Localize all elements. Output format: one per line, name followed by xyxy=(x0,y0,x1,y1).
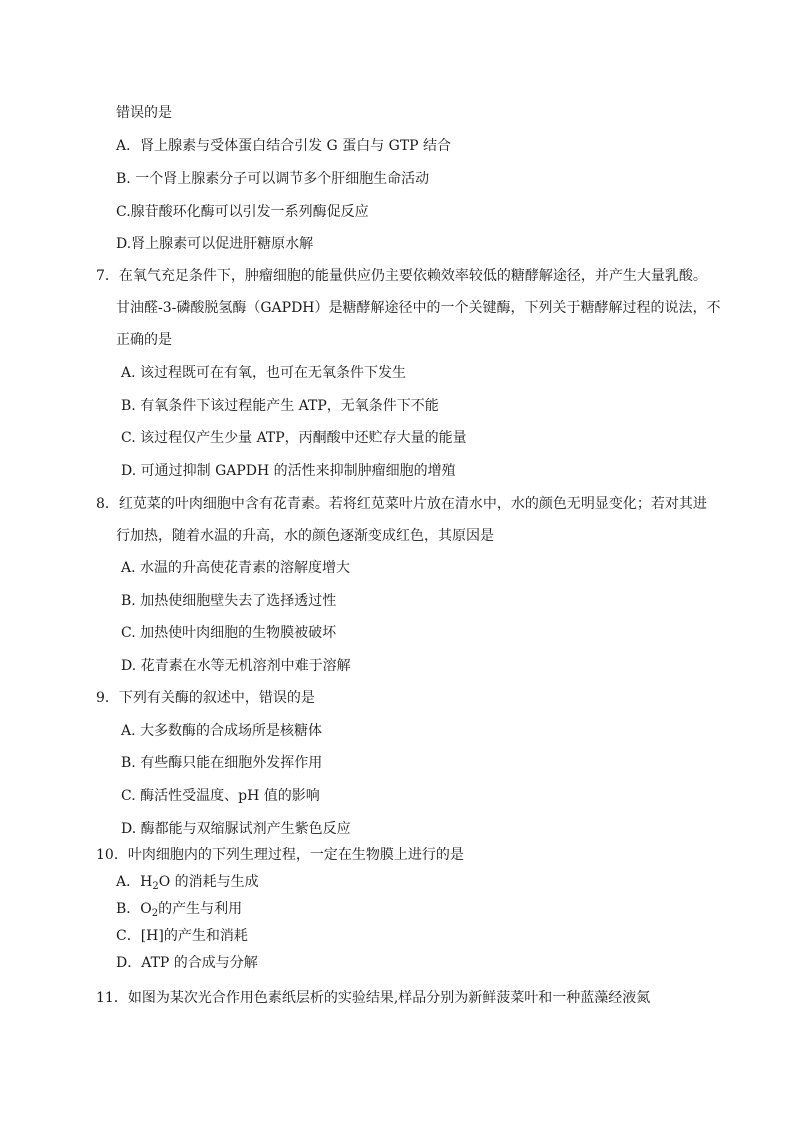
q9-option-d: D. 酶都能与双缩脲试剂产生紫色反应 xyxy=(121,821,351,837)
q7-option-c: C. 该过程仅产生少量 ATP，丙酮酸中还贮存大量的能量 xyxy=(121,430,467,446)
q8-option-c: C. 加热使叶肉细胞的生物膜被破坏 xyxy=(121,625,337,641)
q10-option-a xyxy=(116,872,259,892)
q6-option-c: C.腺苷酸环化酶可以引发一系列酶促反应 xyxy=(116,204,369,220)
q7-option-d: D. 可通过抑制 GAPDH 的活性来抑制肿瘤细胞的增殖 xyxy=(121,463,456,479)
q9-option-c: C. 酶活性受温度、pH 值的影响 xyxy=(121,788,320,804)
q10-option-b-post: 的产生与利用 xyxy=(158,901,243,917)
q10-stem: 10．叶肉细胞内的下列生理过程，一定在生物膜上进行的是 xyxy=(96,847,464,863)
q7-option-a: A. 该过程既可在有氧，也可在无氧条件下发生 xyxy=(121,365,407,381)
q6-option-d: D.肾上腺素可以促进肝糖原水解 xyxy=(116,236,314,252)
q6-option-b: B. 一个肾上腺素分子可以调节多个肝细胞生命活动 xyxy=(116,171,430,187)
q8-stem-line-1: 8．红苋菜的叶肉细胞中含有花青素。若将红苋菜叶片放在清水中，水的颜色无明显变化；若对其进 xyxy=(96,496,707,512)
q10-option-b-pre: B．O xyxy=(116,901,152,917)
q11-stem: 11．如图为某次光合作用色素纸层析的实验结果,样品分别为新鲜菠菜叶和一种蓝藻经液氮 xyxy=(96,990,651,1006)
q7-stem-line-2: 甘油醛-3-磷酸脱氢酶（GAPDH）是糖酵解途径中的一个关键酶，下列关于糖酵解过程的说法，不 xyxy=(116,300,721,316)
q9-option-b: B. 有些酶只能在细胞外发挥作用 xyxy=(121,755,323,771)
q6-option-a: A．肾上腺素与受体蛋白结合引发 G 蛋白与 GTP 结合 xyxy=(116,138,452,154)
q8-stem-line-2: 行加热，随着水温的升高，水的颜色逐渐变成红色，其原因是 xyxy=(116,528,494,544)
q9-option-a: A. 大多数酶的合成场所是核糖体 xyxy=(121,723,323,739)
q9-stem: 9．下列有关酶的叙述中，错误的是 xyxy=(96,690,315,706)
q10-option-c: C．[H]的产生和消耗 xyxy=(116,928,248,944)
q7-option-b: B. 有氧条件下该过程能产生 ATP，无氧条件下不能 xyxy=(121,398,439,414)
q8-option-b: B. 加热使细胞壁失去了选择透过性 xyxy=(121,593,337,609)
q8-option-d: D. 花青素在水等无机溶剂中难于溶解 xyxy=(121,658,351,674)
q10-option-d: D．ATP 的合成与分解 xyxy=(116,955,258,971)
q7-stem-line-1: 7．在氧气充足条件下，肿瘤细胞的能量供应仍主要依赖效率较低的糖酵解途径，并产生大量乳酸。 xyxy=(96,268,707,284)
q10-option-b-sub: 2 xyxy=(151,908,159,919)
q10-option-a-pre: A．H xyxy=(116,874,153,890)
q10-option-a-sub: 2 xyxy=(152,881,159,892)
q6-stem-tail: 错误的是 xyxy=(116,105,172,121)
q10-option-a-post: O 的消耗与生成 xyxy=(158,874,259,890)
q7-stem-line-3: 正确的是 xyxy=(116,332,172,348)
q8-option-a: A. 水温的升高使花青素的溶解度增大 xyxy=(121,560,351,576)
q10-option-b xyxy=(116,899,242,919)
